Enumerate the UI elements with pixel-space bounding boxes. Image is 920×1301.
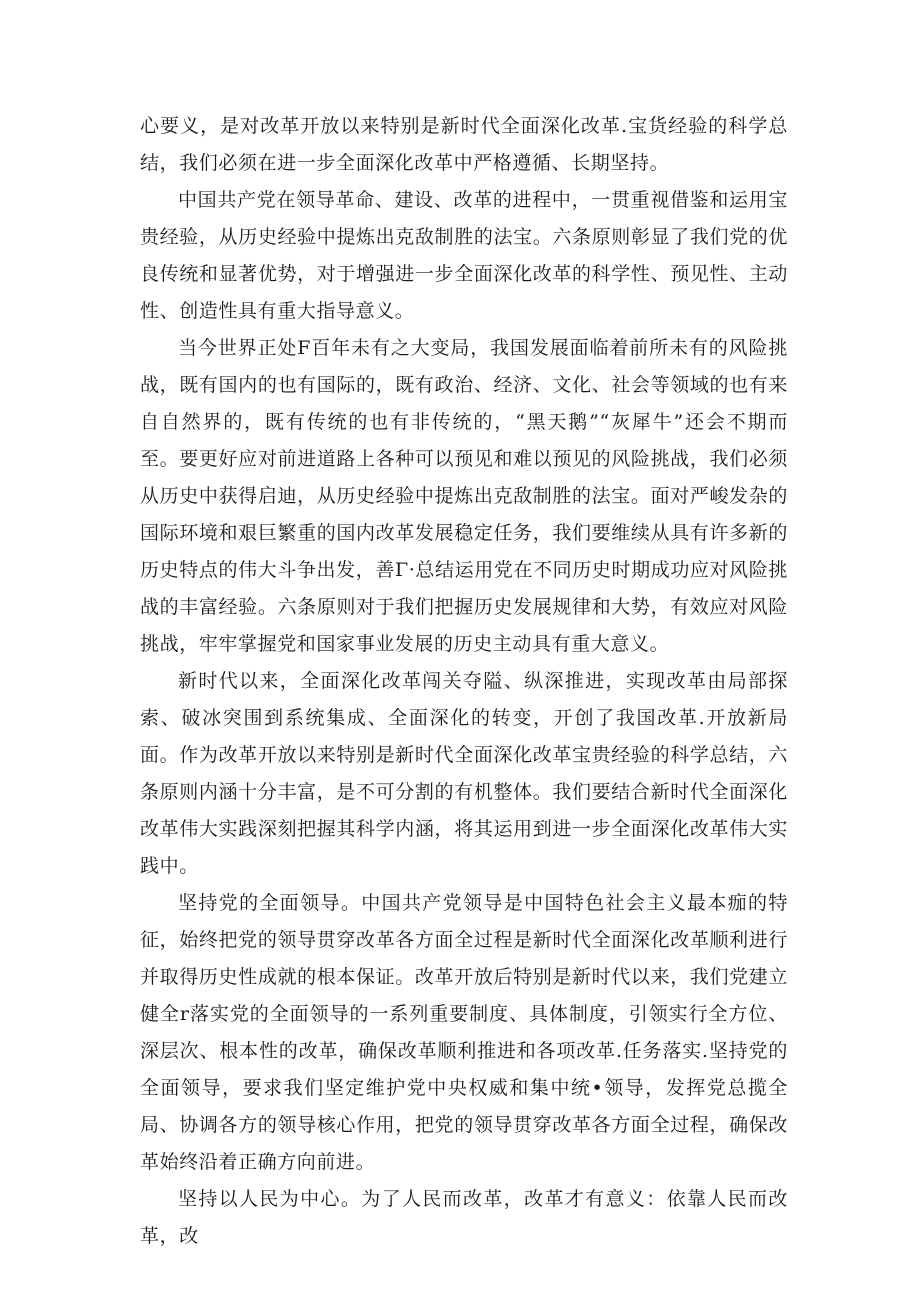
- paragraph-5: 坚持党的全面领导。中国共产党领导是中国特色社会主义最本痂的特征，始终把党的领导贯穿改革各方面全过程是新时代全面深化改革顺利进行并取得历史性成就的根本保证。改革开放后特别是新时代以来，我们党建立健全r落实党的全面领导的一系列重要制度、具体制度，引领实行全方位、深层次、根本性的改革，确保改革顺利推进和各项改革.任务落实.坚持党的全面领导，要求我们坚定维护党中央权威和集中统•领导，发挥党总揽全局、协调各方的领导核心作用，把党的领导贯穿改革各方面全过程，确保改革始终沿着正确方向前进。: [140, 892, 788, 1173]
- paragraph-4: 新时代以来，全面深化改革闯关夺隘、纵深推进，实现改革由局部探索、破冰突围到系统集成、全面深化的转变，开创了我国改革.开放新局面。作为改革开放以来特别是新时代全面深化改革宝贵经验的科学总结，六条原则内涵十分丰富，是不可分割的有机整体。我们要结合新时代全面深化改革伟大实践深刻把握其科学内涵，将其运用到进一步全面深化改革伟大实践中。: [140, 670, 788, 877]
- document-body: [140, 108, 788, 1255]
- paragraph-6: 坚持以人民为中心。为了人民而改革，改革才有意义：依靠人民而改革，改: [140, 1188, 788, 1247]
- paragraph-2: 中国共产党在领导革命、建设、改革的进程中，一贯重视借鉴和运用宝贵经验，从历史经验中提炼出克敌制胜的法宝。六条原则彰显了我们党的优良传统和显著优势，对于增强进一步全面深化改革的科学性、预见性、主动性、创造性具有重大指导意义。: [140, 189, 788, 322]
- paragraph-1: 心要义，是对改革开放以来特别是新时代全面深化改革.宝货经验的科学总结，我们必须在进一步全面深化改革中严格遵循、长期坚持。: [140, 115, 788, 174]
- paragraph-3: 当今世界正处F百年未有之大变局，我国发展面临着前所未有的风险挑战，既有国内的也有国际的，既有政治、经济、文化、社会等领域的也有来自自然界的，既有传统的也有非传统的，“黑天鹅”“灰犀牛”还会不期而至。要更好应对前进道路上各种可以预见和难以预见的风险挑战，我们必须从历史中获得启迪，从历史经验中提炼出克敌制胜的法宝。面对严峻发杂的国际环境和艰巨繁重的国内改革发展稳定任务，我们要维续从具有许多新的历史特点的伟大斗争出发，善Γ·总结运用党在不同历史时期成功应对风险挑战的丰富经验。六条原则对于我们把握历史发展规律和大势，有效应对风险挑战，牢牢掌握党和国家事业发展的历史主动具有重大意义。: [140, 337, 788, 655]
